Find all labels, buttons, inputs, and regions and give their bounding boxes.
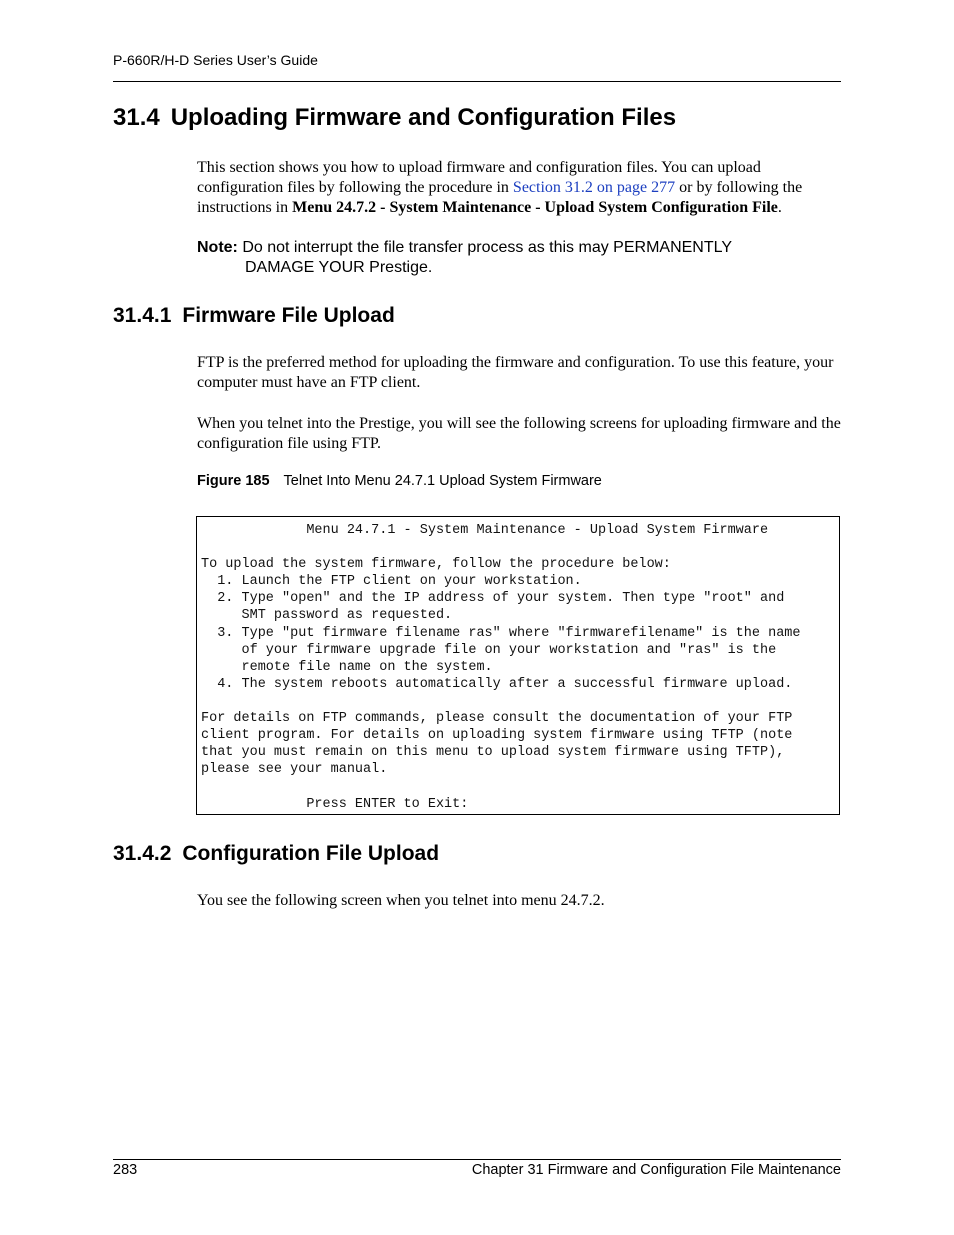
section-intro (197, 158, 845, 218)
intro-text-3: . (777, 199, 782, 216)
subsection-heading-config (113, 842, 439, 866)
menu-reference: Menu 24.7.2 - System Maintenance - Upload System Configuration File (292, 199, 778, 216)
figure-label: Figure 185 (197, 473, 270, 489)
telnet-screen (196, 516, 840, 815)
running-header: P-660R/H-D Series User’s Guide (113, 52, 318, 68)
subsection-heading-firmware (113, 304, 395, 328)
figure-caption (197, 473, 602, 489)
footer-divider (113, 1159, 841, 1160)
intro-text-1: This section shows you how to upload firmware and configuration files. You can upload configuration files by following the procedure in (197, 159, 761, 196)
config-paragraph-text: You see the following screen when you telnet into menu 24.7.2. (197, 892, 605, 909)
figure-caption-text: Telnet Into Menu 24.7.1 Upload System Firmware (283, 473, 602, 489)
telnet-paragraph-text: When you telnet into the Prestige, you will see the following screens for uploading firmware and the configuration file using FTP. (197, 415, 841, 452)
telnet-paragraph (197, 414, 845, 454)
header-divider (113, 81, 841, 82)
section-number: 31.4 (113, 104, 160, 131)
intro-text-2: or by following the instructions in (197, 179, 803, 216)
subsection-title: Firmware File Upload (182, 304, 395, 327)
note-line-2: DAMAGE YOUR Prestige. (245, 259, 433, 276)
page-number: 283 (113, 1162, 138, 1178)
subsection-number: 31.4.2 (113, 842, 172, 865)
ftp-paragraph-text: FTP is the preferred method for uploading the firmware and configuration. To use this feature, your computer must have an FTP client. (197, 354, 834, 391)
config-paragraph (197, 891, 845, 911)
telnet-screen-text: Menu 24.7.1 - System Maintenance - Upload System Firmware To upload the system firmware, follow the procedure below: 1. Launch the FTP client on your workstation. 2. Type "open" and the IP address of your system. Then type "root" and SMT password as requested. 3. Type "put firmware filename ras" where "firmwarefilename" is the name of your firmware upgrade file on your workstation and "ras" is the remote file name on the system. 4. The system reboots automatically after a successful firmware upload. For details on FTP commands, please consult the documentation of your FTP client program. For details on uploading system firmware using TFTP (note that you must remain on this menu to upload system firmware using TFTP), please see your manual. Press ENTER to Exit: (201, 523, 801, 812)
subsection-number: 31.4.1 (113, 304, 172, 327)
ftp-paragraph (197, 353, 845, 393)
note-label: Note: (197, 239, 238, 256)
section-title: Uploading Firmware and Configuration Files (170, 104, 677, 131)
section-heading (113, 104, 676, 132)
chapter-title: Chapter 31 Firmware and Configuration File Maintenance (471, 1162, 841, 1178)
subsection-title: Configuration File Upload (182, 842, 440, 865)
section-link[interactable]: Section 31.2 on page 277 (512, 179, 676, 196)
note-block (197, 238, 827, 278)
note-line-1: Do not interrupt the file transfer process as this may PERMANENTLY (242, 239, 733, 256)
